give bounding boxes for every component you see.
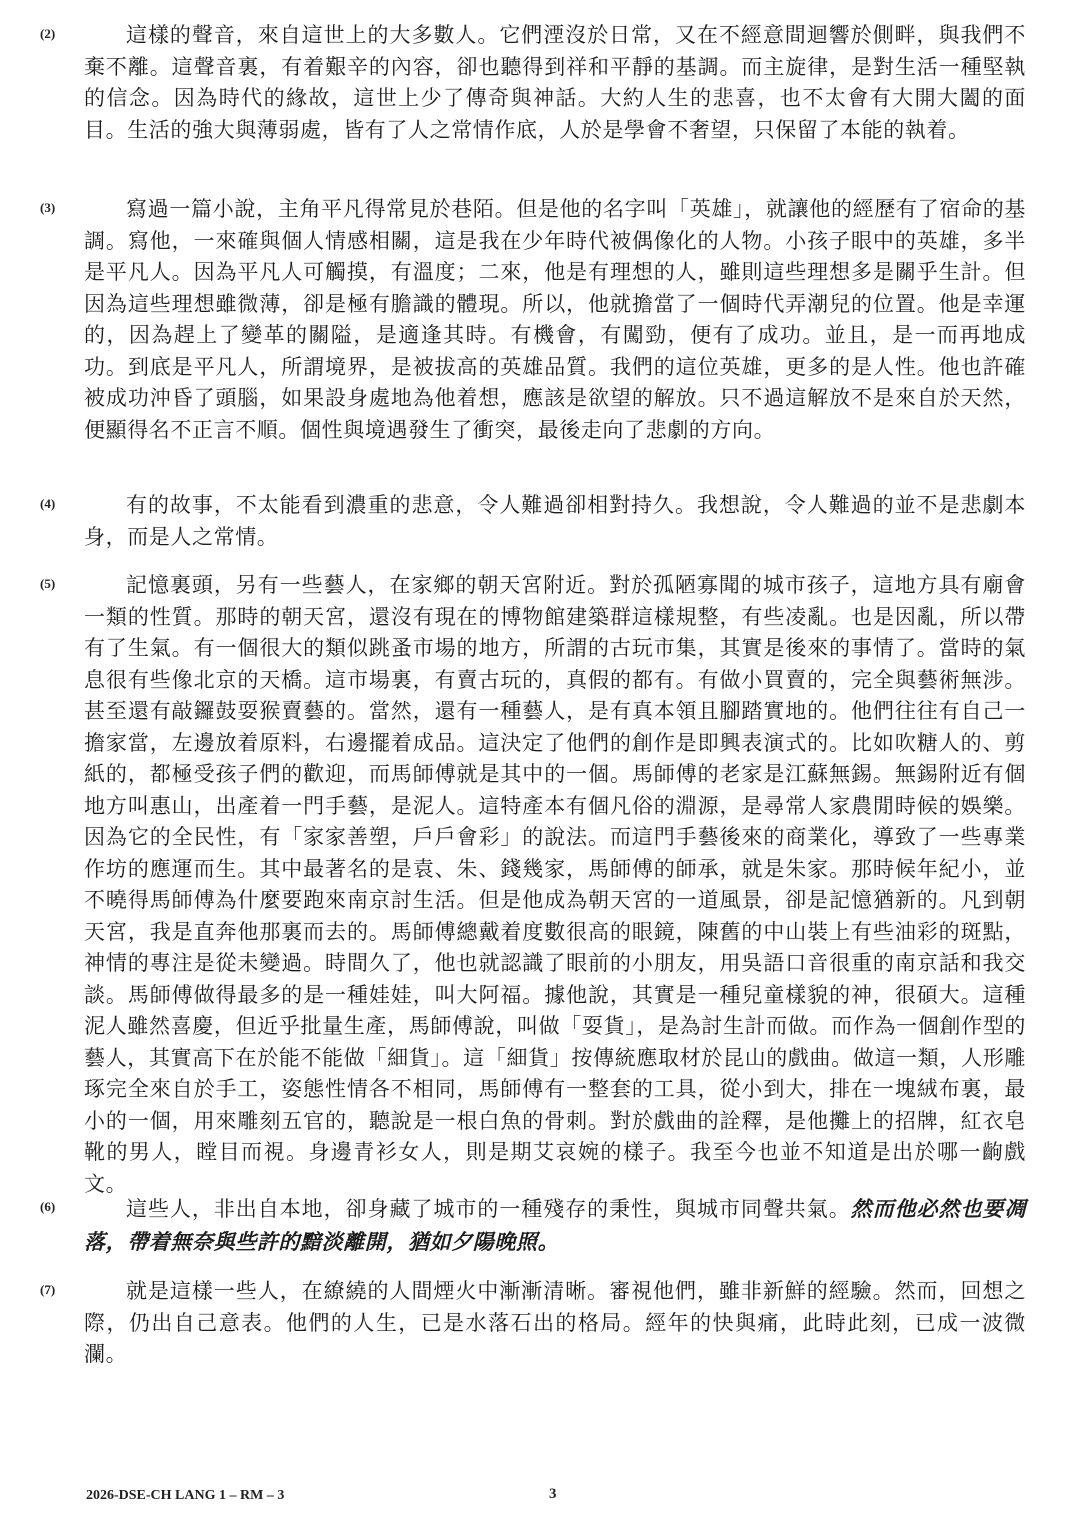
paragraph-emphasized-text: 然而他必然也要凋落，帶着無奈與些許的黯淡離開，猶如夕陽晚照。 [84,1196,1026,1254]
page-number: 3 [549,1486,557,1502]
exam-paper-code: 2026-DSE-CH LANG 1 – RM – 3 [86,1488,285,1503]
paragraph-plain-text: 這些人，非出自本地，卻身藏了城市的一種殘存的秉性，與城市同聲共氣。 [126,1197,851,1221]
paragraph-text: 記憶裏頭，另有一些藝人，在家鄉的朝天宮附近。對於孤陋寡聞的城市孩子，這地方具有廟會一類的性質。那時的朝天宮，還沒有現在的博物館建築群這樣規整，有些凌亂。也是因亂，所以帶有了生氣。有一個很大的類似跳蚤市場的地方，所謂的古玩市集，其實是後來的事情了。當時的氣息很有些像北京的天橋。這市場裏，有賣古玩的，真假的都有。有做小買賣的，完全與藝術無涉。甚至還有敲鑼鼓耍猴賣藝的。當然，還有一種藝人，是有真本領且腳踏實地的。他們往往有自己一擔家當，左邊放着原料，右邊擺着成品。這決定了他們的創作是即興表演式的。比如吹糖人的、剪紙的，都極受孩子們的歡迎，而馬師傅就是其中的一個。馬師傅的老家是江蘇無錫。無錫附近有個地方叫惠山，出產着一門手藝，是泥人。這特產本有個凡俗的淵源，是尋常人家農閒時候的娛樂。因為它的全民性，有「家家善塑，戶戶會彩」的說法。而這門手藝後來的商業化，導致了一些專業作坊的應運而生。其中最著名的是袁、朱、錢幾家，馬師傅的師承，就是朱家。那時候年紀小，並不曉得馬師傅為什麼要跑來南京討生活。但是他成為朝天宮的一道風景，卻是記憶猶新的。凡到朝天宮，我是直奔他那裏而去的。馬師傅總戴着度數很高的眼鏡，陳舊的中山裝上有些油彩的斑點，神情的專注是從未變過。時間久了，他也就認識了眼前的小朋友，用吳語口音很重的南京話和我交談。馬師傅做得最多的是一種娃娃，叫大阿福。據他說，其實是一種兒童樣貌的神，很碩大。這種泥人雖然喜慶，但近乎批量生產，馬師傅說，叫做「耍貨」，是為討生計而做。而作為一個創作型的藝人，其實高下在於能不能做「細貨」。這「細貨」按傳統應取材於昆山的戲曲。做這一類，人形雕琢完全來自於手工，姿態性情各不相同，馬師傅有一整套的工具，從小到大，排在一塊絨布裏，最小的一個，用來雕刻五官的，聽說是一根白魚的骨刺。對於戲曲的詮釋，是他攤上的招牌，紅衣皂靴的男人，瞠目而視。身邊青衫女人，則是期艾哀婉的樣子。我至今也並不知道是出於哪一齣戲文。 [84,573,1026,1196]
paragraph-text: 就是這樣一些人，在繚繞的人間煙火中漸漸清晰。審視他們，雖非新鮮的經驗。然而，回想之際，仍出自己意表。他們的人生，已是水落石出的格局。經年的快與痛，此時此刻，已成一波微瀾。 [84,1279,1026,1366]
paragraph-number: (5) [40,576,56,591]
paragraph-number: (3) [40,200,56,215]
paragraph-number: (6) [40,1199,56,1214]
paragraph-number: (2) [40,26,56,41]
paragraph-text: 寫過一篇小說，主角平凡得常見於巷陌。但是他的名字叫「英雄」，就讓他的經歷有了宿命的基調。寫他，一來確與個人情感相關，這是我在少年時代被偶像化的人物。小孩子眼中的英雄，多半是平凡人。因為平凡人可觸摸，有溫度；二來，他是有理想的人，雖則這些理想多是關乎生計。但因為這些理想雖微薄，卻是極有膽識的體現。所以，他就擔當了一個時代弄潮兒的位置。他是幸運的，因為趕上了變革的關隘，是適逢其時。有機會，有闖勁，便有了成功。並且，是一而再地成功。到底是平凡人，所謂境界，是被拔高的英雄品質。我們的這位英雄，更多的是人性。他也許確被成功沖昏了頭腦，如果設身處地為他着想，應該是欲望的解放。只不過這解放不是來自於天然，便顯得名不正言不順。個性與境遇發生了衝突，最後走向了悲劇的方向。 [84,197,1026,442]
paragraph-number: (7) [40,1282,56,1297]
paragraph-text: 有的故事，不太能看到濃重的悲意，令人難過卻相對持久。我想說，令人難過的並不是悲劇本身，而是人之常情。 [84,493,1026,549]
paragraph-text [84,1193,1026,1258]
paragraph-number: (4) [40,496,56,511]
paragraph-text: 這樣的聲音，來自這世上的大多數人。它們湮沒於日常，又在不經意間迴響於側畔，與我們不棄不離。這聲音裏，有着艱辛的內容，卻也聽得到祥和平靜的基調。而主旋律，是對生活一種堅執的信念。因為時代的緣故，這世上少了傳奇與神話。大約人生的悲喜，也不太會有大開大闔的面目。生活的強大與薄弱處，皆有了人之常情作底，人於是學會不奢望，只保留了本能的執着。 [84,23,1026,142]
